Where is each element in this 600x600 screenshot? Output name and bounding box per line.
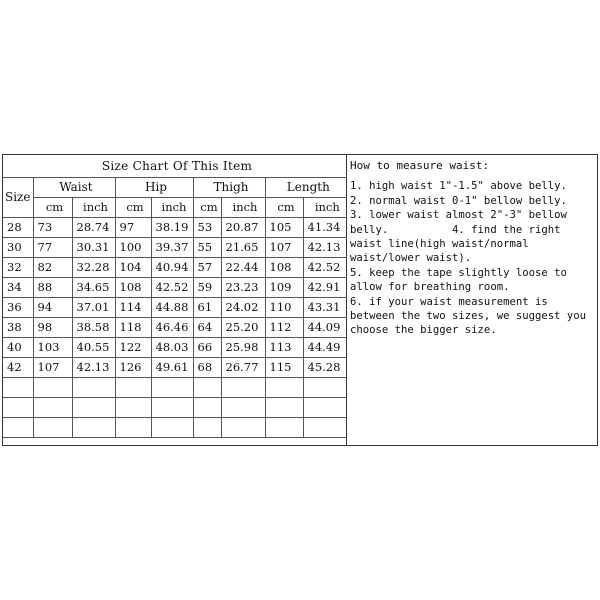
empty-cell xyxy=(303,398,347,418)
unit-header: cm xyxy=(115,198,151,218)
unit-header: inch xyxy=(303,198,347,218)
table-row xyxy=(3,338,347,358)
measurement-cell: 24.02 xyxy=(221,298,265,318)
empty-cell xyxy=(265,378,303,398)
empty-cell xyxy=(72,378,115,398)
empty-cell xyxy=(193,418,221,438)
size-cell: 32 xyxy=(3,258,33,278)
measurement-cell: 26.77 xyxy=(221,358,265,378)
empty-cell xyxy=(3,418,33,438)
measurement-cell: 41.34 xyxy=(303,218,347,238)
hip-group-header: Hip xyxy=(115,178,193,198)
measure-instructions-panel xyxy=(347,155,597,445)
empty-cell xyxy=(303,378,347,398)
empty-cell xyxy=(303,418,347,438)
measurement-cell: 44.88 xyxy=(151,298,193,318)
measurement-cell: 49.61 xyxy=(151,358,193,378)
instruction-item: 5. keep the tape slightly loose to allow for breathing room. xyxy=(350,266,574,294)
empty-cell xyxy=(151,398,193,418)
instruction-item: 3. lower waist almost 2"-3" bellow belly. 4. find the right waist line(high waist/normal waist/lower waist). xyxy=(350,209,574,265)
measurement-cell: 126 xyxy=(115,358,151,378)
measurement-cell: 38.19 xyxy=(151,218,193,238)
empty-cell xyxy=(221,418,265,438)
measurement-cell: 48.03 xyxy=(151,338,193,358)
empty-cell xyxy=(265,418,303,438)
measurement-cell: 20.87 xyxy=(221,218,265,238)
measurement-cell: 112 xyxy=(265,318,303,338)
measurement-cell: 105 xyxy=(265,218,303,238)
length-group-header: Length xyxy=(265,178,347,198)
table-row xyxy=(3,238,347,258)
measurement-cell: 64 xyxy=(193,318,221,338)
measurement-cell: 39.37 xyxy=(151,238,193,258)
measurement-cell: 115 xyxy=(265,358,303,378)
instruction-item: 1. high waist 1"-1.5" above belly. xyxy=(350,180,567,193)
empty-cell xyxy=(221,398,265,418)
measurement-cell: 28.74 xyxy=(72,218,115,238)
measurement-cell: 34.65 xyxy=(72,278,115,298)
empty-row xyxy=(3,378,347,398)
empty-cell xyxy=(33,398,72,418)
measurement-cell: 43.31 xyxy=(303,298,347,318)
measurement-cell: 94 xyxy=(33,298,72,318)
empty-cell xyxy=(193,378,221,398)
empty-cell xyxy=(33,378,72,398)
measurement-cell: 37.01 xyxy=(72,298,115,318)
size-cell: 40 xyxy=(3,338,33,358)
measurement-cell: 25.98 xyxy=(221,338,265,358)
table-row xyxy=(3,258,347,278)
size-chart-frame xyxy=(2,154,598,446)
measurement-cell: 98 xyxy=(33,318,72,338)
table-row xyxy=(3,218,347,238)
empty-cell xyxy=(151,418,193,438)
measurement-cell: 30.31 xyxy=(72,238,115,258)
empty-cell xyxy=(72,398,115,418)
measurement-cell: 42.91 xyxy=(303,278,347,298)
measurement-cell: 66 xyxy=(193,338,221,358)
measurement-cell: 21.65 xyxy=(221,238,265,258)
measurement-cell: 104 xyxy=(115,258,151,278)
size-chart-panel xyxy=(3,155,347,445)
instructions-heading: How to measure waist: xyxy=(350,159,490,172)
thigh-group-header: Thigh xyxy=(193,178,265,198)
measurement-cell: 114 xyxy=(115,298,151,318)
measurement-cell: 23.23 xyxy=(221,278,265,298)
table-row xyxy=(3,358,347,378)
waist-group-header: Waist xyxy=(33,178,115,198)
measurement-cell: 53 xyxy=(193,218,221,238)
measurement-cell: 122 xyxy=(115,338,151,358)
empty-cell xyxy=(72,418,115,438)
measurement-cell: 82 xyxy=(33,258,72,278)
empty-row xyxy=(3,418,347,438)
empty-cell xyxy=(151,378,193,398)
measurement-cell: 42.52 xyxy=(303,258,347,278)
measurement-cell: 88 xyxy=(33,278,72,298)
measurement-cell: 46.46 xyxy=(151,318,193,338)
unit-header: inch xyxy=(72,198,115,218)
measurement-cell: 42.13 xyxy=(303,238,347,258)
unit-header: cm xyxy=(193,198,221,218)
measurement-cell: 38.58 xyxy=(72,318,115,338)
size-cell: 42 xyxy=(3,358,33,378)
measurement-cell: 22.44 xyxy=(221,258,265,278)
empty-cell xyxy=(115,378,151,398)
empty-cell xyxy=(221,378,265,398)
empty-cell xyxy=(3,378,33,398)
measurement-cell: 68 xyxy=(193,358,221,378)
measurement-cell: 109 xyxy=(265,278,303,298)
instructions-list xyxy=(350,179,595,337)
table-row xyxy=(3,298,347,318)
empty-cell xyxy=(115,398,151,418)
size-chart-title: Size Chart Of This Item xyxy=(3,155,347,178)
measurement-cell: 118 xyxy=(115,318,151,338)
measurement-cell: 59 xyxy=(193,278,221,298)
measurement-cell: 100 xyxy=(115,238,151,258)
measurement-cell: 110 xyxy=(265,298,303,318)
size-cell: 28 xyxy=(3,218,33,238)
measurement-cell: 57 xyxy=(193,258,221,278)
measurement-cell: 107 xyxy=(265,238,303,258)
size-column-header: Size xyxy=(3,178,33,218)
empty-cell xyxy=(115,418,151,438)
empty-cell xyxy=(3,398,33,418)
table-row xyxy=(3,318,347,338)
size-cell: 36 xyxy=(3,298,33,318)
unit-header: cm xyxy=(265,198,303,218)
measurement-cell: 103 xyxy=(33,338,72,358)
table-row xyxy=(3,278,347,298)
unit-header: inch xyxy=(221,198,265,218)
measurement-cell: 45.28 xyxy=(303,358,347,378)
measurement-cell: 55 xyxy=(193,238,221,258)
measurement-cell: 40.94 xyxy=(151,258,193,278)
instruction-item: 6. if your waist measurement is between the two sizes, we suggest you choose the bigger size. xyxy=(350,295,593,337)
measurement-cell: 32.28 xyxy=(72,258,115,278)
measurement-cell: 77 xyxy=(33,238,72,258)
empty-cell xyxy=(265,398,303,418)
instruction-item: 2. normal waist 0-1" bellow belly. xyxy=(350,194,567,207)
measurement-cell: 44.09 xyxy=(303,318,347,338)
size-cell: 38 xyxy=(3,318,33,338)
size-cell: 34 xyxy=(3,278,33,298)
measurement-cell: 40.55 xyxy=(72,338,115,358)
measurement-cell: 61 xyxy=(193,298,221,318)
measurement-cell: 97 xyxy=(115,218,151,238)
measurement-cell: 108 xyxy=(265,258,303,278)
empty-row xyxy=(3,398,347,418)
empty-cell xyxy=(193,398,221,418)
unit-header: inch xyxy=(151,198,193,218)
size-chart-table xyxy=(3,155,347,438)
measurement-cell: 113 xyxy=(265,338,303,358)
measurement-cell: 42.52 xyxy=(151,278,193,298)
measurement-cell: 108 xyxy=(115,278,151,298)
measurement-cell: 25.20 xyxy=(221,318,265,338)
unit-header: cm xyxy=(33,198,72,218)
size-cell: 30 xyxy=(3,238,33,258)
measurement-cell: 73 xyxy=(33,218,72,238)
empty-cell xyxy=(33,418,72,438)
measurement-cell: 42.13 xyxy=(72,358,115,378)
measurement-cell: 107 xyxy=(33,358,72,378)
measurement-cell: 44.49 xyxy=(303,338,347,358)
